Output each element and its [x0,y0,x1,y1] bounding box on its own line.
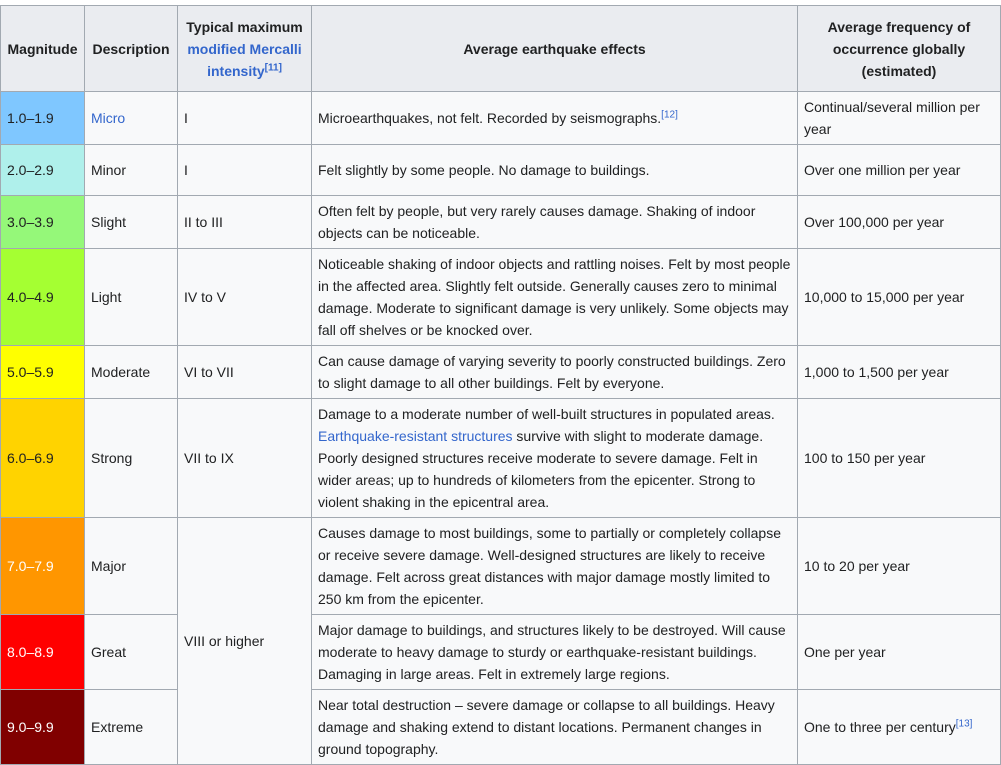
header-description: Description [85,6,178,92]
ref-11-link[interactable]: [11] [264,61,282,73]
description-cell: Great [85,615,178,690]
frequency-cell: 10 to 20 per year [798,518,1001,615]
header-mercalli [178,6,312,92]
magnitude-cell: 5.0–5.9 [1,346,85,399]
table-row [1,346,1001,399]
mercalli-cell: IV to V [178,249,312,346]
table-row [1,615,1001,690]
ref-13-link[interactable]: [13] [955,718,973,730]
mercalli-cell: I [178,145,312,196]
table-body [1,92,1001,765]
effects-cell: Causes damage to most buildings, some to partially or completely collapse or receive severe damage. Well-designed structures are likely to receive damage. Felt across great distances with major damage mostly limited to 250 km from the epicenter. [312,518,798,615]
effects-cell: Major damage to buildings, and structures likely to be destroyed. Will cause moderate to heavy damage to sturdy or earthquake-resistant buildings. Damaging in large areas. Felt in extremely large regions. [312,615,798,690]
frequency-cell [798,690,1001,765]
effects-cell: Can cause damage of varying severity to poorly constructed buildings. Zero to slight damage to all other buildings. Felt by everyone. [312,346,798,399]
header-magnitude: Magnitude [1,6,85,92]
frequency-cell: Over 100,000 per year [798,196,1001,249]
description-cell: Strong [85,399,178,518]
description-cell: Major [85,518,178,615]
magnitude-cell: 9.0–9.9 [1,690,85,765]
table-row [1,196,1001,249]
description-cell: Light [85,249,178,346]
effects-text: Damage to a moderate number of well-built structures in populated areas. [318,406,775,422]
table-row [1,249,1001,346]
magnitude-cell: 7.0–7.9 [1,518,85,615]
description-cell: Extreme [85,690,178,765]
effects-cell [312,399,798,518]
effects-cell: Near total destruction – severe damage or collapse to all buildings. Heavy damage and shaking extend to distant locations. Permanent changes in ground topography. [312,690,798,765]
earthquake-resistant-structures-link[interactable]: Earthquake-resistant structures [318,428,513,444]
effects-text: Microearthquakes, not felt. Recorded by seismographs. [318,110,662,126]
frequency-cell: 10,000 to 15,000 per year [798,249,1001,346]
earthquake-magnitude-table [0,5,1001,765]
table-row [1,92,1001,145]
description-cell: Slight [85,196,178,249]
frequency-text: One to three per century [804,719,956,735]
effects-cell: Felt slightly by some people. No damage to buildings. [312,145,798,196]
mercalli-cell: VI to VII [178,346,312,399]
description-cell: Minor [85,145,178,196]
effects-cell [312,92,798,145]
ref-12-link[interactable]: [12] [661,109,678,121]
magnitude-cell: 2.0–2.9 [1,145,85,196]
magnitude-cell: 4.0–4.9 [1,249,85,346]
magnitude-cell: 6.0–6.9 [1,399,85,518]
table-row [1,145,1001,196]
description-cell [85,92,178,145]
mercalli-cell: II to III [178,196,312,249]
header-row [1,6,1001,92]
modified-mercalli-link[interactable]: modified Mercalli intensity [187,40,302,79]
table-row [1,399,1001,518]
mercalli-merged-cell: VIII or higher [178,518,312,765]
table-row [1,518,1001,615]
header-frequency: Average frequency of occurrence globally (estimated) [798,6,1001,92]
mercalli-cell: VII to IX [178,399,312,518]
effects-cell: Noticeable shaking of indoor objects and rattling noises. Felt by most people in the affected area. Slightly felt outside. Generally causes zero to minimal damage. Moderate to significant damage is very unlikely. Some objects may fall off shelves or be knocked over. [312,249,798,346]
frequency-cell: Continual/several million per year [798,92,1001,145]
effects-cell: Often felt by people, but very rarely causes damage. Shaking of indoor objects can be noticeable. [312,196,798,249]
frequency-cell: Over one million per year [798,145,1001,196]
mercalli-cell: I [178,92,312,145]
effects-text: survive with slight to moderate damage. Poorly designed structures receive moderate to severe damage. Felt in wider areas; up to hundreds of kilometers from the epicenter. Strong to violent shaking in the epicentral area. [318,428,764,510]
frequency-cell: One per year [798,615,1001,690]
header-effects: Average earthquake effects [312,6,798,92]
description-cell: Moderate [85,346,178,399]
micro-link[interactable]: Micro [91,110,126,126]
magnitude-cell: 8.0–8.9 [1,615,85,690]
table-row [1,690,1001,765]
frequency-cell: 100 to 150 per year [798,399,1001,518]
header-mercalli-prefix: Typical maximum [186,18,303,35]
frequency-cell: 1,000 to 1,500 per year [798,346,1001,399]
magnitude-cell: 3.0–3.9 [1,196,85,249]
magnitude-cell: 1.0–1.9 [1,92,85,145]
